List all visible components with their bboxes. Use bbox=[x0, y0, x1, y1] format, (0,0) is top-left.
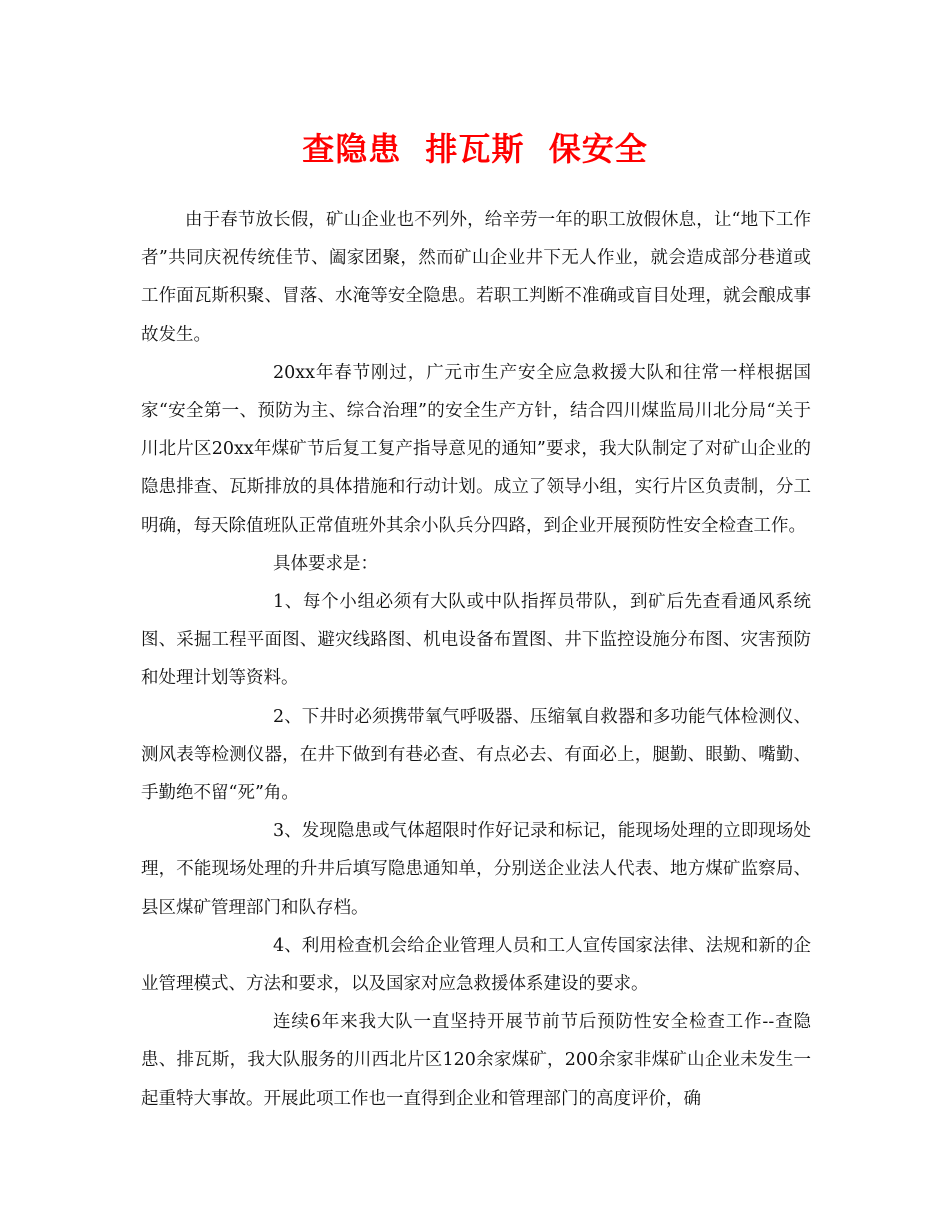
paragraph-intro: 由于春节放长假，矿山企业也不列外，给辛劳一年的职工放假休息，让“地下工作者”共同庆祝传统佳节、阖家团聚，然而矿山企业井下无人作业，就会造成部分巷道或工作面瓦斯积聚、冒落、水淹等安全隐患。若职工判断不准确或盲目处理，就会酿成事故发生。 bbox=[141, 210, 811, 345]
paragraph-background: 20xx年春节刚过，广元市生产安全应急救援大队和往常一样根据国家“安全第一、预防为主、综合治理”的安全生产方针，结合四川煤监局川北分局“关于川北片区20xx年煤矿节后复工复产指导意见的通知”要求，我大队制定了对矿山企业的隐患排查、瓦斯排放的具体措施和行动计划。成立了领导小组，实行片区负责制，分工明确，每天除值班队正常值班外其余小队兵分四路，到企业开展预防性安全检查工作。 bbox=[141, 362, 811, 536]
paragraph-requirements-heading: 具体要求是： bbox=[273, 553, 378, 574]
paragraph-summary: 连续6年来我大队一直坚持开展节前节后预防性安全检查工作--查隐患、排瓦斯，我大队服务的川西北片区120余家煤矿，200余家非煤矿山企业未发生一起重特大事故。开展此项工作也一直得到企业和管理部门的高度评价，确 bbox=[141, 1012, 811, 1109]
paragraph-requirement-3: 3、发现隐患或气体超限时作好记录和标记，能现场处理的立即现场处理，不能现场处理的升井后填写隐患通知单，分别送企业法人代表、地方煤矿监察局、县区煤矿管理部门和队存档。 bbox=[141, 821, 811, 918]
document-body bbox=[141, 201, 811, 1118]
paragraph-requirement-2: 2、下井时必须携带氧气呼吸器、压缩氧自救器和多功能气体检测仪、测风表等检测仪器，在井下做到有巷必查、有点必去、有面必上，腿勤、眼勤、嘴勤、手勤绝不留“死”角。 bbox=[141, 706, 811, 804]
paragraph-requirement-1: 1、每个小组必须有大队或中队指挥员带队，到矿后先查看通风系统图、采掘工程平面图、避灾线路图、机电设备布置图、井下监控设施分布图、灾害预防和处理计划等资料。 bbox=[141, 592, 811, 689]
document-title: 查隐患 排瓦斯 保安全 bbox=[302, 130, 648, 168]
paragraph-requirement-4: 4、利用检查机会给企业管理人员和工人宣传国家法律、法规和新的企业管理模式、方法和要求，以及国家对应急救援体系建设的要求。 bbox=[141, 935, 811, 995]
